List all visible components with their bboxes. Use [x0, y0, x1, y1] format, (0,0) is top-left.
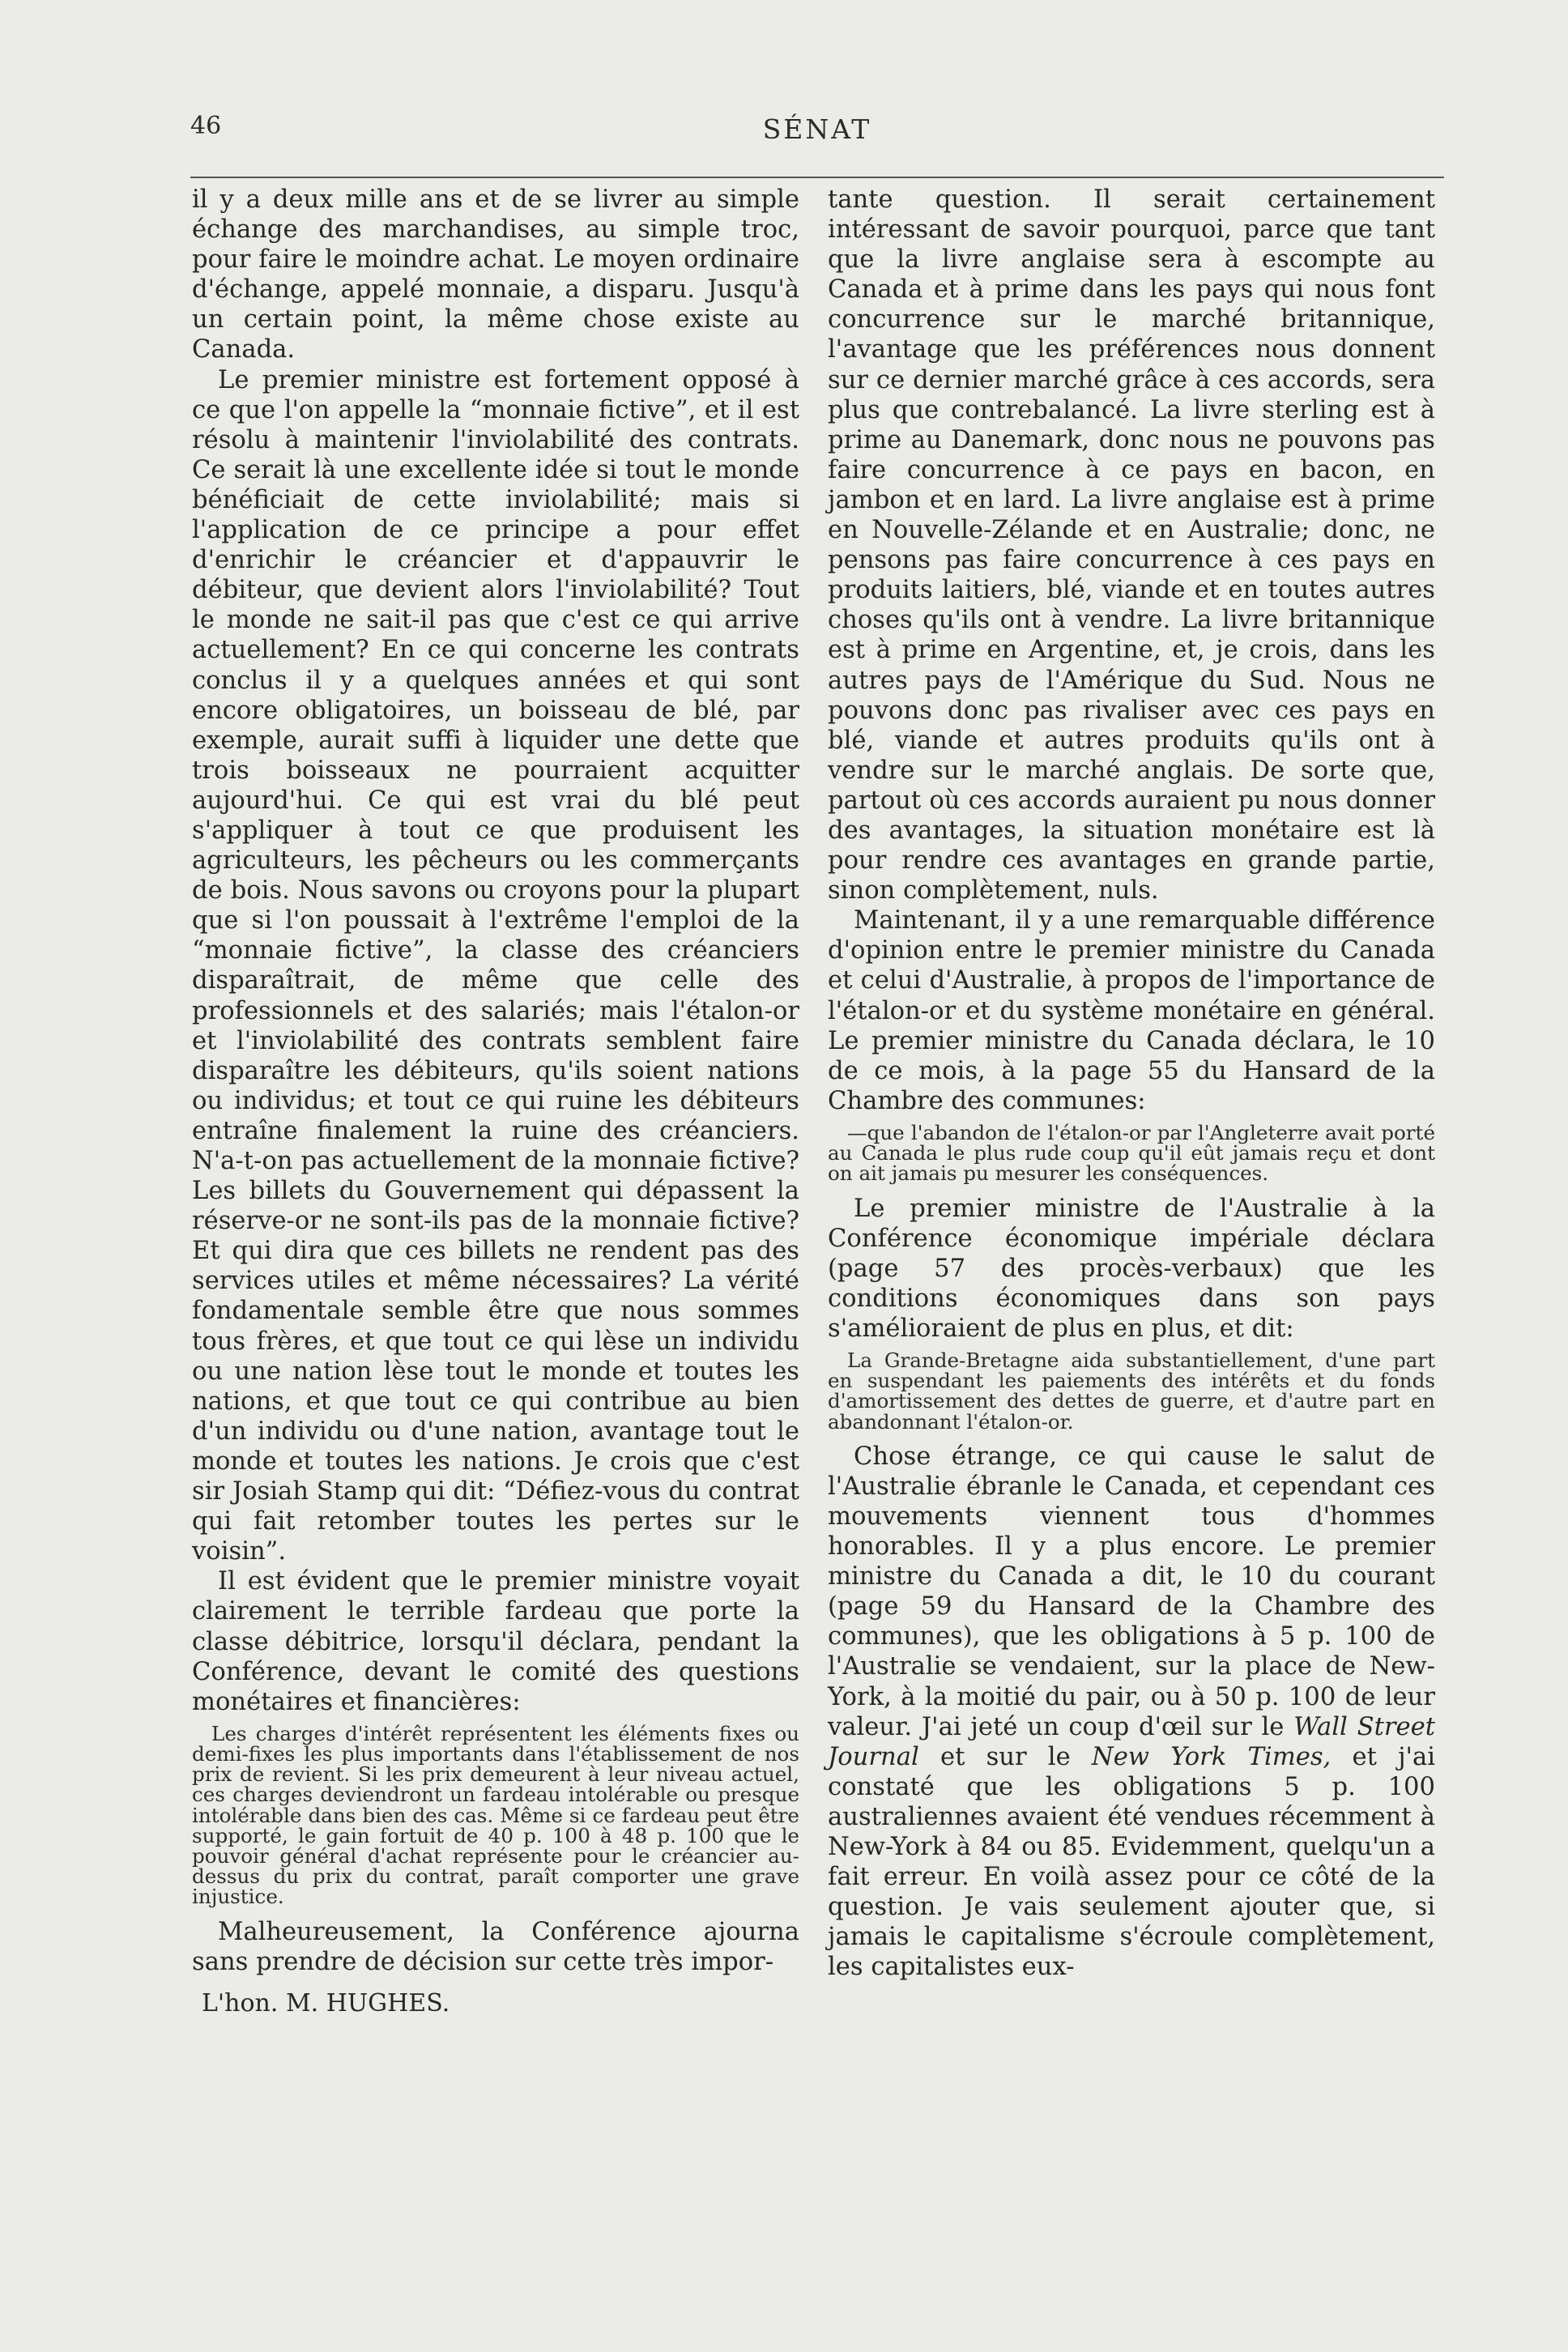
publication-title: Wall Street Journal — [828, 1712, 1435, 1771]
paragraph-text: et j'ai constaté que les obligations 5 p. 100 australiennes avaient été vendues récemment à New-York à 84 ou 85. Evidemment, quelqu'un a fait erreur. En voilà assez pour ce côté de la question. Je vais seulement ajouter que, si jamais le capitalisme s'écroule complètement, les capitalistes eux- — [828, 1742, 1435, 1982]
right-column — [828, 185, 1435, 1982]
block-quote: Les charges d'intérêt représentent les éléments fixes ou demi-fixes les plus importants dans l'établissement de nos prix de revient. Si les prix demeurent à leur niveau actuel, ces charges deviendront un fardeau intolérable ou presque intolérable dans bien des cas. Même si ce fardeau peut être supporté, le gain fortuit de 40 p. 100 à 48 p. 100 que le pouvoir général d'achat représente pour le créancier au-dessus du prix du contrat, paraît comporter une grave injustice. — [192, 1721, 799, 1909]
paragraph: Il est évident que le premier ministre voyait clairement le terrible fardeau que porte la classe débitrice, lorsqu'il déclara, pendant la Conférence, devant le comité des questions monétaires et financières: — [192, 1567, 799, 1716]
running-title: SÉNAT — [762, 113, 872, 145]
paragraph: Maintenant, il y a une remarquable différence d'opinion entre le premier ministre du Canada et celui d'Australie, à propos de l'importance de l'étalon-or et du système monétaire en général. Le premier ministre du Canada déclara, le 10 de ce mois, à la page 55 du Hansard de la Chambre des communes: — [828, 906, 1435, 1115]
paragraph: Malheureusement, la Conférence ajourna sans prendre de décision sur cette très impor- — [192, 1917, 799, 1976]
paragraph: tante question. Il serait certainement intéressant de savoir pourquoi, parce que tant que la livre anglaise sera à escompte au Canada et à prime dans les pays qui nous font concurrence sur le marché britannique, l'avantage que les préférences nous donnent sur ce dernier marché grâce à ces accords, sera plus que contrebalancé. La livre sterling est à prime au Danemark, donc nous ne pouvons pas faire concurrence à ce pays en bacon, en jambon et en lard. La livre anglaise est à prime en Nouvelle-Zélande et en Australie; donc, ne pensons pas faire concurrence à ces pays en produits laitiers, blé, viande et en toutes autres choses qu'ils ont à vendre. La livre britannique est à prime en Argentine, et, je crois, dans les autres pays de l'Amérique du Sud. Nous ne pouvons donc pas rivaliser avec ces pays en blé, viande et autres produits qu'ils ont à vendre sur le marché anglais. De sorte que, partout où ces accords auraient pu nous donner des avantages, la situation monétaire est là pour rendre ces avantages en grande partie, sinon complètement, nuls. — [828, 185, 1435, 905]
left-column — [192, 185, 799, 2018]
paragraph-text: Chose étrange, ce qui cause le salut de l'Australie ébranle le Canada, et cependant ces mouvements viennent tous d'hommes honorables. Il y a plus encore. Le premier ministre du Canada a dit, le 10 du courant (page 59 du Hansard de la Chambre des communes), que les obligations à 5 p. 100 de l'Australie se vendaient, sur la place de New-York, à la moitié du pair, ou à 50 p. 100 de leur valeur. J'ai jeté un coup d'œil sur le — [828, 1442, 1435, 1741]
speaker-name: L'hon. M. HUGHES. — [202, 1988, 450, 2018]
publication-title: New York Times, — [1091, 1742, 1332, 1771]
paragraph-text: et sur le — [940, 1742, 1071, 1771]
header-rule — [190, 177, 1444, 178]
page-number: 46 — [190, 112, 222, 140]
paragraph — [828, 1442, 1435, 1983]
page-header — [190, 112, 1444, 144]
block-quote: —que l'abandon de l'étalon-or par l'Angleterre avait porté au Canada le plus rude coup qu'il eût jamais reçu et dont on ait jamais pu mesurer les conséquences. — [828, 1120, 1435, 1186]
paragraph: Le premier ministre est fortement opposé à ce que l'on appelle la “monnaie fictive”, et il est résolu à maintenir l'inviolabilité des contrats. Ce serait là une excellente idée si tout le monde bénéficiait de cette inviolabilité; mais si l'application de ce principe a pour effet d'enrichir le créancier et d'appauvrir le débiteur, que devient alors l'inviolabilité? Tout le monde ne sait-il pas que c'est ce qui arrive actuellement? En ce qui concerne les contrats conclus il y a quelques années et qui sont encore obligatoires, un boisseau de blé, par exemple, aurait suffi à liquider une dette que trois boisseaux ne pourraient acquitter aujourd'hui. Ce qui est vrai du blé peut s'appliquer à tout ce que produisent les agriculteurs, les pêcheurs ou les commerçants de bois. Nous savons ou croyons pour la plupart que si l'on poussait à l'extrême l'emploi de la “monnaie fictive”, la classe des créanciers disparaîtrait, de même que celle des professionnels et des salariés; mais l'étalon-or et l'inviolabilité des contrats semblent faire disparaître les débiteurs, qu'ils soient nations ou individus; et tout ce qui ruine les débiteurs entraîne finalement la ruine des créanciers. N'a-t-on pas actuellement de la monnaie fictive? Les billets du Gouvernement qui dépassent la réserve-or ne sont-ils pas de la monnaie fictive? Et qui dira que ces billets ne rendent pas des services utiles et même nécessaires? La vérité fondamentale semble être que nous sommes tous frères, et que tout ce qui lèse un individu ou une nation lèse tout le monde et toutes les nations, et que tout ce qui contribue au bien d'un individu ou d'une nation, avantage tout le monde et toutes les nations. Je crois que c'est sir Josiah Stamp qui dit: “Défiez-vous du contrat qui fait retomber toutes les pertes sur le voisin”. — [192, 365, 799, 1566]
block-quote: La Grande-Bretagne aida substantiellement, d'une part en suspendant les paiements des intérêts et du fonds d'amortissement des dettes de guerre, et d'autre part en abandonnant l'étalon-or. — [828, 1348, 1435, 1434]
paragraph: il y a deux mille ans et de se livrer au simple échange des marchandises, au simple troc, pour faire le moindre achat. Le moyen ordinaire d'échange, appelé monnaie, a disparu. Jusqu'à un certain point, la même chose existe au Canada. — [192, 185, 799, 364]
paragraph: Le premier ministre de l'Australie à la Conférence économique impériale déclara (page 57 des procès-verbaux) que les conditions économiques dans son pays s'amélioraient de plus en plus, et dit: — [828, 1194, 1435, 1343]
